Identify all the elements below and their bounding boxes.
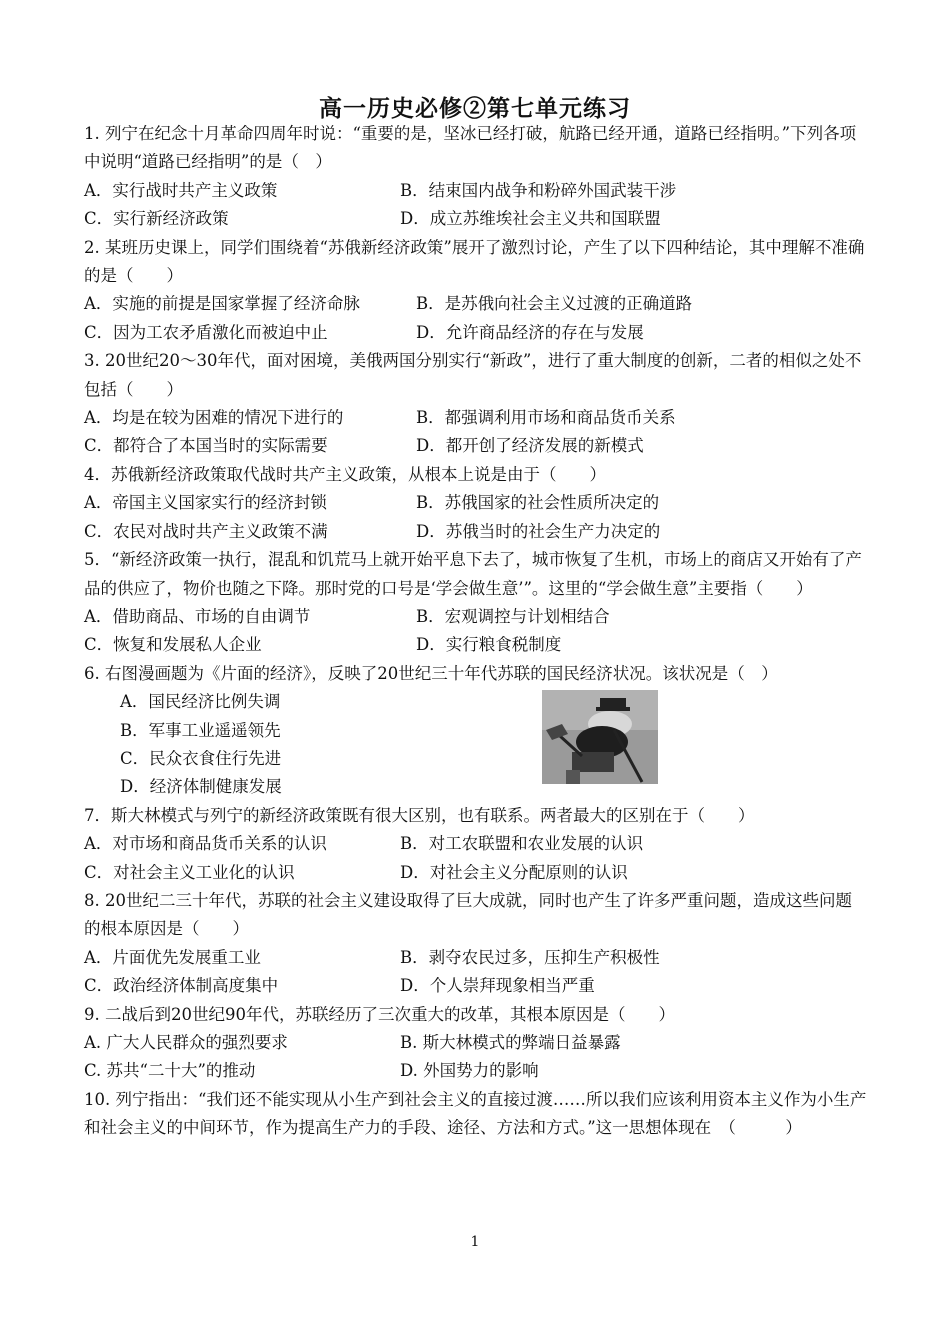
option-c: C．政治经济体制高度集中 bbox=[84, 976, 279, 996]
option-d: D．苏俄当时的社会生产力决定的 bbox=[416, 521, 661, 541]
question-10-stem: 10. 列宁指出：“我们还不能实现从小生产到社会主义的直接过渡……所以我们应该利用资本主义作为小生产和社会主义的中间环节，作为提高生产力的手段、途径、方法和方式。”这一思想体现在 （ ） bbox=[84, 1089, 867, 1138]
question-9-options bbox=[84, 1029, 868, 1086]
option-a: A．均是在较为困难的情况下进行的 bbox=[84, 408, 344, 428]
question-8-stem: 8. 20世纪二三十年代，苏联的社会主义建设取得了巨大成就，同时也产生了许多严重问题，造成这些问题的根本原因是（ ） bbox=[84, 890, 852, 939]
question-1-stem: 1. 列宁在纪念十月革命四周年时说：“重要的是，坚冰已经打破，航路已经开通，道路已经指明。”下列各项中说明“道路已经指明”的是（ ） bbox=[84, 124, 857, 172]
option-d: D．允许商品经济的存在与发展 bbox=[416, 322, 644, 342]
option-a: A. 广大人民群众的强烈要求 bbox=[84, 1033, 288, 1052]
page-number: 1 bbox=[470, 1234, 480, 1250]
question-8-options bbox=[84, 944, 868, 1001]
question-6-options bbox=[84, 688, 868, 802]
option-b: B．对工农联盟和农业发展的认识 bbox=[400, 834, 644, 854]
option-b: B．宏观调控与计划相结合 bbox=[416, 606, 610, 626]
question-3-stem: 3. 20世纪20～30年代，面对困境，美俄两国分别实行“新政”，进行了重大制度的创新，二者的相似之处不包括（ ） bbox=[84, 351, 862, 399]
option-c: C．对社会主义工业化的认识 bbox=[84, 862, 295, 882]
option-a: A．借助商品、市场的自由调节 bbox=[84, 606, 311, 626]
question-5-stem: 5．“新经济政策一执行，混乱和饥荒马上就开始平息下去了，城市恢复了生机，市场上的商店又开始有了产品的供应了，物价也随之下降。那时党的口号是‘学会做生意’”。这里的“学会做生意”主要指（ ） bbox=[84, 550, 862, 598]
option-d: D．对社会主义分配原则的认识 bbox=[400, 862, 628, 882]
question-3-options bbox=[84, 404, 868, 461]
option-d: D．成立苏维埃社会主义共和国联盟 bbox=[400, 209, 661, 229]
option-a: A．实施的前提是国家掌握了经济命脉 bbox=[84, 294, 360, 314]
question-2-options bbox=[84, 290, 868, 347]
question-1-options bbox=[84, 177, 868, 234]
question-9-stem: 9. 二战后到20世纪90年代，苏联经历了三次重大的改革，其根本原因是（ ） bbox=[84, 1004, 675, 1024]
question-2-stem: 2. 某班历史课上，同学们围绕着“苏俄新经济政策”展开了激烈讨论，产生了以下四种结论，其中理解不准确的是（ ） bbox=[84, 237, 865, 286]
option-a: A．片面优先发展重工业 bbox=[84, 947, 261, 967]
option-b: B．是苏俄向社会主义过渡的正确道路 bbox=[416, 294, 693, 314]
question-7-stem: 7．斯大林模式与列宁的新经济政策既有很大区别，也有联系。两者最大的区别在于（ ） bbox=[84, 805, 755, 825]
option-a: A．对市场和商品货币关系的认识 bbox=[84, 834, 327, 854]
question-list bbox=[84, 120, 868, 1143]
option-c: C．恢复和发展私人企业 bbox=[84, 635, 262, 655]
option-d: D．都开创了经济发展的新模式 bbox=[416, 436, 644, 456]
option-a: A．实行战时共产主义政策 bbox=[84, 180, 278, 200]
question-5-options bbox=[84, 603, 868, 660]
option-c: C．都符合了本国当时的实际需要 bbox=[84, 436, 328, 456]
question-6-stem: 6. 右图漫画题为《片面的经济》，反映了20世纪三十年代苏联的国民经济状况。该状况是（ ） bbox=[84, 663, 778, 683]
option-a: A．国民经济比例失调 bbox=[120, 692, 281, 712]
option-a: A．帝国主义国家实行的经济封锁 bbox=[84, 493, 327, 513]
option-b: B．军事工业遥遥领先 bbox=[120, 720, 281, 740]
option-c: C．农民对战时共产主义政策不满 bbox=[84, 521, 328, 541]
option-b: B．苏俄国家的社会性质所决定的 bbox=[416, 493, 660, 513]
page-title: 高一历史必修②第七单元练习 bbox=[319, 95, 631, 122]
question-4-stem: 4．苏俄新经济政策取代战时共产主义政策，从根本上说是由于（ ） bbox=[84, 464, 606, 484]
question-7-options bbox=[84, 830, 868, 887]
cartoon-image bbox=[542, 690, 658, 784]
option-d: D．个人崇拜现象相当严重 bbox=[400, 976, 595, 996]
option-c: C．因为工农矛盾激化而被迫中止 bbox=[84, 322, 328, 342]
option-b: B. 斯大林模式的弊端日益暴露 bbox=[400, 1033, 621, 1052]
option-d: D. 外国势力的影响 bbox=[400, 1061, 539, 1081]
option-c: C．实行新经济政策 bbox=[84, 209, 229, 229]
option-d: D．经济体制健康发展 bbox=[120, 777, 282, 797]
option-c: C．民众衣食住行先进 bbox=[120, 748, 282, 768]
option-c: C. 苏共“二十大”的推动 bbox=[84, 1061, 256, 1081]
option-b: B．都强调利用市场和商品货币关系 bbox=[416, 408, 676, 428]
question-6-body bbox=[84, 688, 868, 802]
question-4-options bbox=[84, 489, 868, 546]
option-b: B．结束国内战争和粉碎外国武装干涉 bbox=[400, 180, 677, 200]
option-d: D．实行粮食税制度 bbox=[416, 635, 562, 655]
cartoon-illustration-icon bbox=[542, 690, 658, 784]
option-b: B．剥夺农民过多，压抑生产积极性 bbox=[400, 947, 660, 967]
